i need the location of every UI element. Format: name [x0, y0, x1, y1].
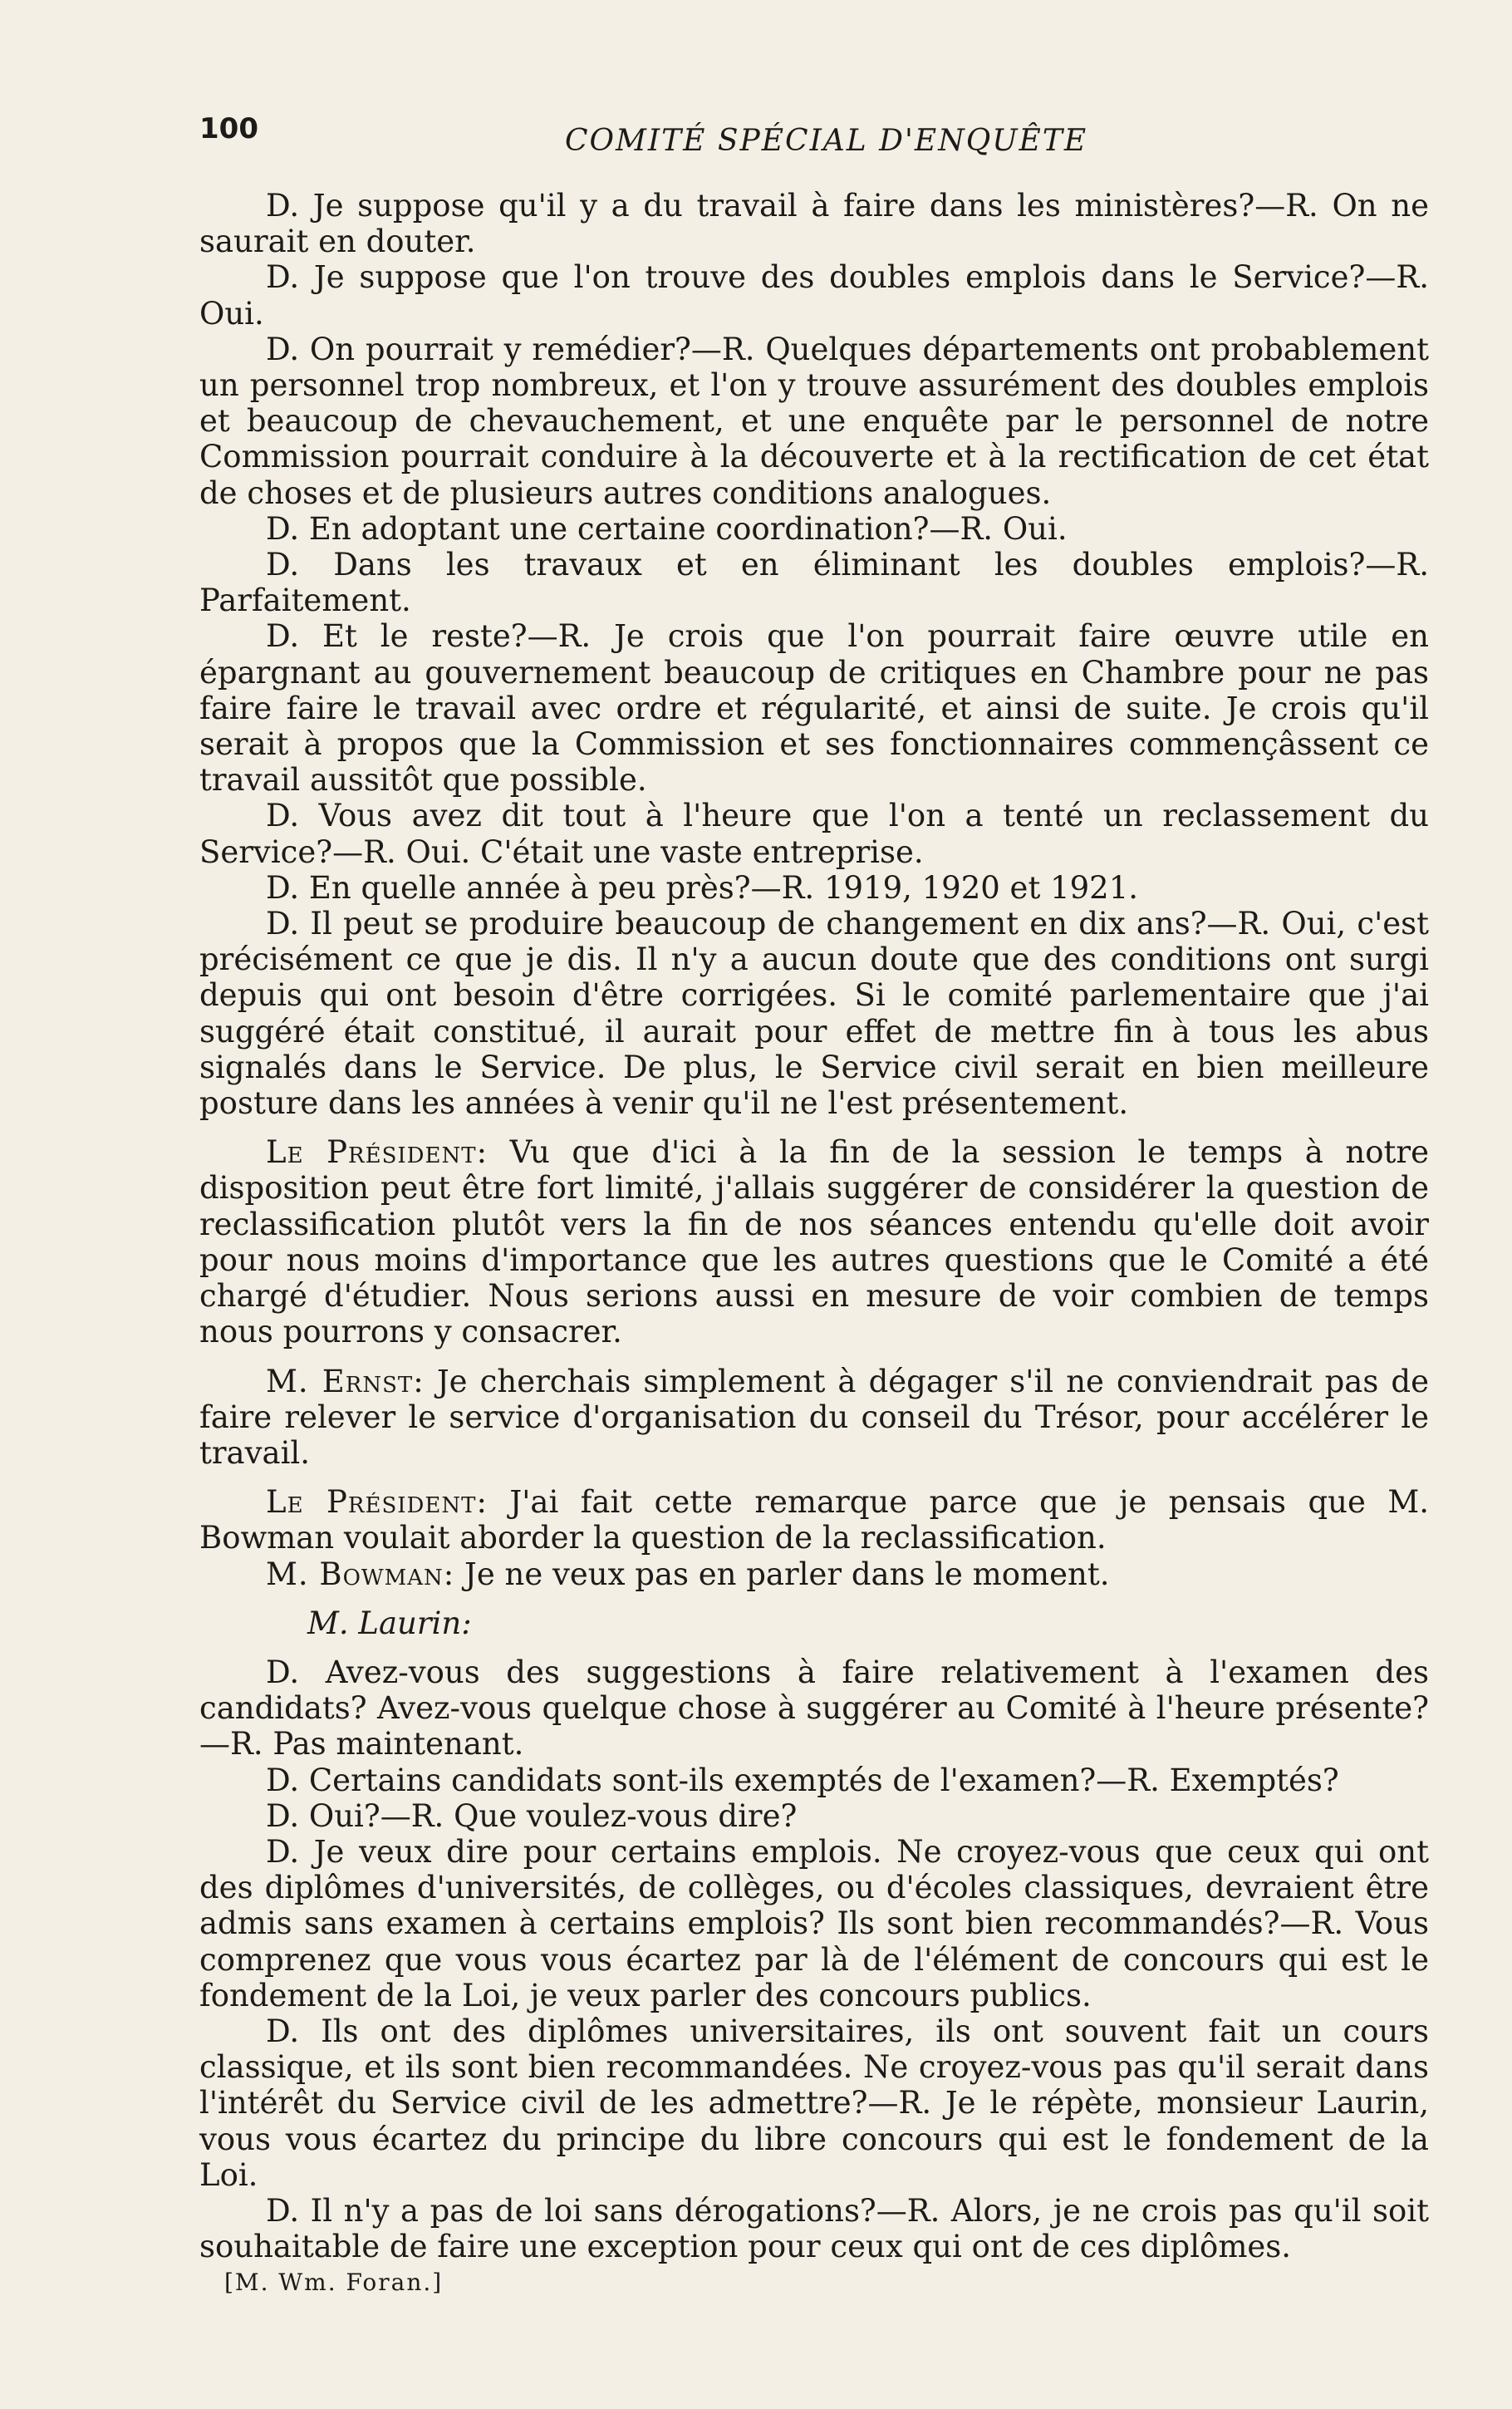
qa-paragraph: D. Ils ont des diplômes universitaires, ils ont souvent fait un cours classique, et ils sont bien recommandées. Ne croyez-vous pas qu'il serait dans l'intérêt du Service civil de les admettre?—R. Je le répète, monsieur Laurin, vous vous écartez du principe du libre concours qui est le fondement de la Loi. — [199, 2013, 1429, 2193]
section-heading: M. Laurin: — [307, 1605, 472, 1641]
speech-text: J'ai fait cette remarque parce que je pensais que M. Bowman voulait aborder la question de la reclassification. — [199, 1484, 1429, 1556]
qa-paragraph: D. Dans les travaux et en éliminant les doubles emplois?—R. Parfaitement. — [199, 547, 1429, 619]
running-title: COMITÉ SPÉCIAL D'ENQUÊTE — [565, 124, 1088, 158]
qa-paragraph: D. Il n'y a pas de loi sans dérogations?—R. Alors, je ne crois pas qu'il soit souhaitable de faire une exception pour ceux qui ont de ces diplômes. — [199, 2192, 1429, 2265]
speaker-name: Le Président: — [266, 1484, 488, 1521]
qa-paragraph: D. Je veux dire pour certains emplois. Ne croyez-vous que ceux qui ont des diplômes d'universités, de collèges, ou d'écoles classiques, devraient être admis sans examen à certains emplois? Ils sont bien recommandés?—R. Vous comprenez que vous vous écartez par là de l'élément de concours qui est le fondement de la Loi, je veux parler des concours publics. — [199, 1833, 1429, 2013]
speech-text: Je cherchais simplement à dégager s'il ne conviendrait pas de faire relever le service d'organisation du conseil du Trésor, pour accélérer le travail. — [199, 1363, 1429, 1471]
qa-paragraph: D. Avez-vous des suggestions à faire relativement à l'examen des candidats? Avez-vous quelque chose à suggérer au Comité à l'heure présente?—R. Pas maintenant. — [199, 1654, 1429, 1763]
qa-paragraph: D. Je suppose qu'il y a du travail à faire dans les ministères?—R. On ne saurait en douter. — [199, 188, 1429, 260]
qa-paragraph: D. Oui?—R. Que voulez-vous dire? — [266, 1797, 798, 1834]
qa-paragraph: D. Il peut se produire beaucoup de changement en dix ans?—R. Oui, c'est précisément ce que je dis. Il n'y a aucun doute que des conditions ont surgi depuis qui ont besoin d'être corrigées. Si le comité parlementaire que j'ai suggéré était constitué, il aurait pour effet de mettre fin à tous les abus signalés dans le Service. De plus, le Service civil serait en bien meilleure posture dans les années à venir qu'il ne l'est présentement. — [199, 906, 1429, 1122]
speaker-name: M. Ernst: — [266, 1363, 425, 1399]
speech-paragraph — [199, 1556, 1429, 1592]
qa-paragraph: D. On pourrait y remédier?—R. Quelques départements ont probablement un personnel trop nombreux, et l'on y trouve assurément des doubles emplois et beaucoup de chevauchement, et une enquête par le personnel de notre Commission pourrait conduire à la découverte et à la rectification de cet état de choses et de plusieurs autres conditions analogues. — [199, 331, 1429, 511]
page-number: 100 — [199, 112, 258, 145]
speech-paragraph — [199, 1364, 1429, 1472]
qa-paragraph: D. Et le reste?—R. Je crois que l'on pourrait faire œuvre utile en épargnant au gouvernement beaucoup de critiques en Chambre pour ne pas faire faire le travail avec ordre et régularité, et ainsi de suite. Je crois qu'il serait à propos que la Commission et ses fonctionnaires commençâssent ce travail aussitôt que possible. — [199, 618, 1429, 799]
qa-paragraph: D. Je suppose que l'on trouve des doubles emplois dans le Service?—R. Oui. — [199, 259, 1429, 332]
qa-paragraph: D. Vous avez dit tout à l'heure que l'on a tenté un reclassement du Service?—R. Oui. C'était une vaste entreprise. — [199, 798, 1429, 870]
speaker-name: M. Bowman: — [266, 1556, 455, 1592]
speech-text: Je ne veux pas en parler dans le moment. — [464, 1556, 1110, 1592]
speech-text: Vu que d'ici à la fin de la session le temps à notre disposition peut être fort limité, j'allais suggérer de considérer la question de reclassification plutôt vers la fin de nos séances entendu qu'elle doit avoir pour nous moins d'importance que les autres questions que le Comité a été chargé d'étudier. Nous serions aussi en mesure de voir combien de temps nous pourrons y consacrer. — [199, 1134, 1429, 1350]
speech-paragraph — [199, 1484, 1429, 1556]
qa-paragraph: D. Certains candidats sont-ils exemptés de l'examen?—R. Exemptés? — [266, 1762, 1339, 1798]
qa-paragraph: D. En adoptant une certaine coordination?—R. Oui. — [266, 510, 1068, 547]
speech-paragraph — [199, 1134, 1429, 1350]
speaker-name: Le Président: — [266, 1134, 488, 1171]
page-header — [199, 112, 1429, 162]
body-text — [199, 188, 1429, 2301]
witness-footnote: [M. Wm. Foran.] — [224, 2269, 444, 2297]
qa-paragraph: D. En quelle année à peu près?—R. 1919, 1920 et 1921. — [266, 869, 1139, 906]
